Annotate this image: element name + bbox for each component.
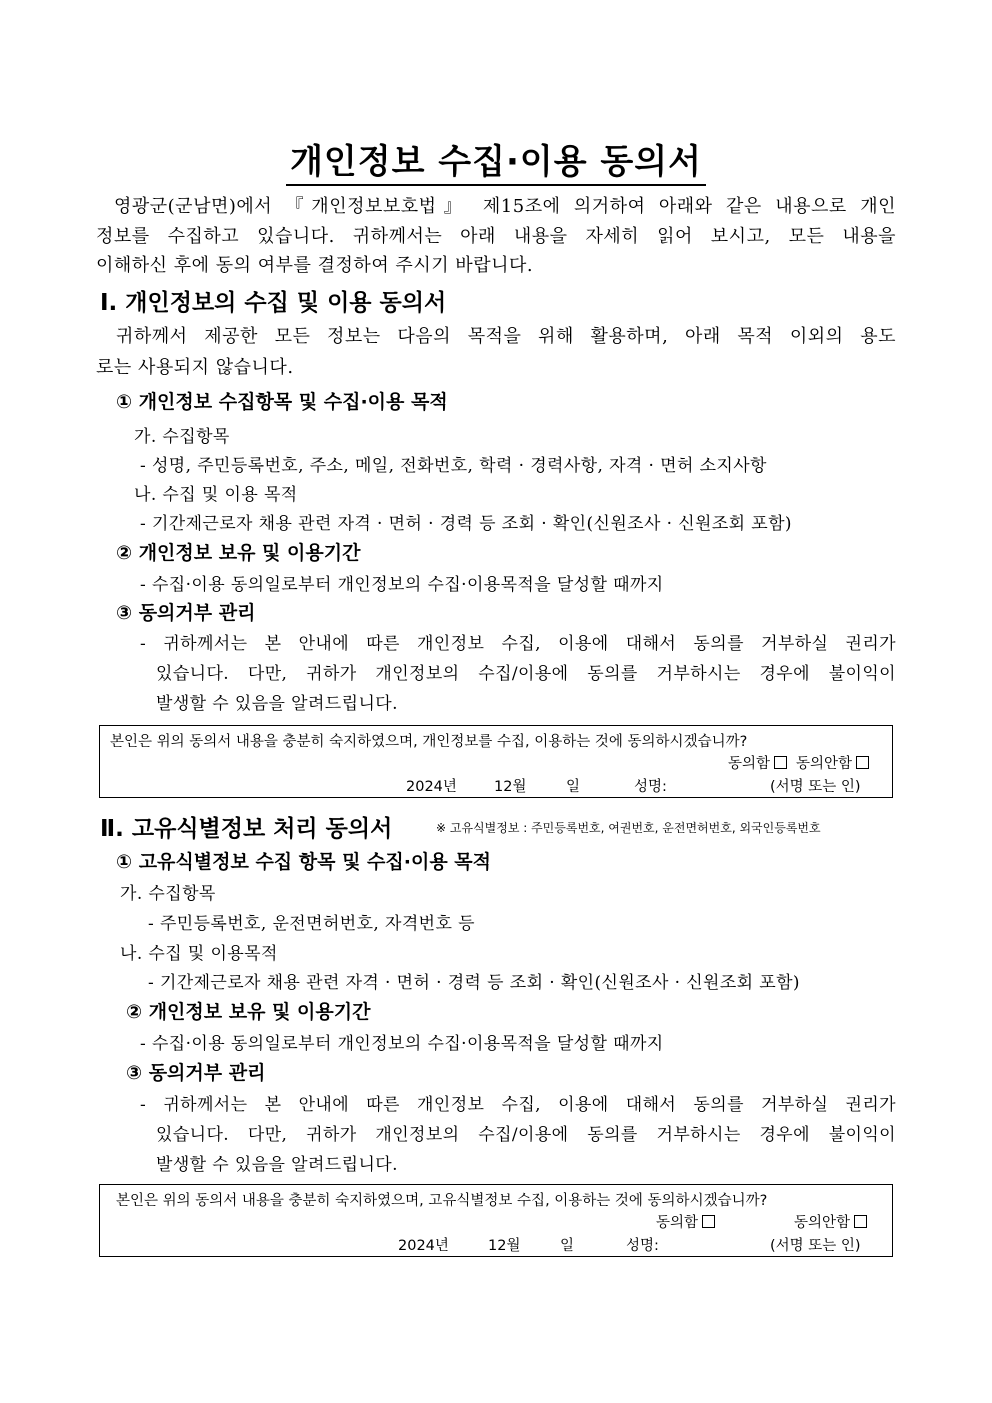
section1-item-a-label: 가. 수집항목 — [134, 427, 230, 447]
section1-sub2-heading: ② 개인정보 보유 및 이용기간 — [116, 542, 361, 564]
section1-sub3-line-2: 있습니다. 다만, 귀하가 개인정보의 수집/이용에 동의를 거부하시는 경우에 불이익이 — [156, 664, 896, 684]
consent-box-1 — [99, 725, 893, 798]
section2-sub2-value: - 수집·이용 동의일로부터 개인정보의 수집·이용목적을 달성할 때까지 — [140, 1034, 664, 1054]
section1-sub3-line-1: - 귀하께서는 본 안내에 따른 개인정보 수집, 이용에 대해서 동의를 거부하실 권리가 — [140, 634, 896, 654]
section1-sub1-heading: ① 개인정보 수집항목 및 수집·이용 목적 — [116, 391, 448, 413]
section2-item-b-value: - 기간제근로자 채용 관련 자격 · 면허 · 경력 등 조회 · 확인(신원조사 · 신원조회 포함) — [148, 973, 800, 993]
disagree-option-2[interactable]: 동의안함 — [794, 1211, 867, 1232]
agree-option-1[interactable]: 동의함 — [728, 752, 787, 773]
consent-box-2 — [99, 1184, 893, 1257]
disagree-checkbox-1[interactable] — [856, 756, 869, 769]
section2-sub1-heading: ① 고유식별정보 수집 항목 및 수집·이용 목적 — [116, 851, 492, 873]
section2-note: ※ 고유식별정보 : 주민등록번호, 여권번호, 운전면허번호, 외국인등록번호 — [436, 821, 821, 835]
sign-label-1[interactable]: 성명: — [634, 779, 667, 795]
section2-item-a-label: 가. 수집항목 — [120, 884, 216, 904]
section2-item-b-label: 나. 수집 및 이용목적 — [120, 944, 278, 964]
section1-item-b-label: 나. 수집 및 이용 목적 — [134, 485, 298, 505]
date-month-1[interactable]: 12월 — [494, 779, 527, 795]
section1-sub3-heading: ③ 동의거부 관리 — [116, 602, 256, 624]
intro-line-1: 영광군(군남면)에서 『개인정보보호법』 제15조에 의거하여 아래와 같은 내용으로 개인 — [114, 196, 896, 217]
date-day-2[interactable]: 일 — [560, 1238, 575, 1254]
consent-question-2: 본인은 위의 동의서 내용을 충분히 숙지하였으며, 고유식별정보 수집, 이용하는 것에 동의하시겠습니까? — [116, 1193, 768, 1209]
agree-checkbox-1[interactable] — [774, 756, 787, 769]
date-day-1[interactable]: 일 — [566, 779, 581, 795]
date-month-2[interactable]: 12월 — [488, 1238, 521, 1254]
section2-sub3-line-2: 있습니다. 다만, 귀하가 개인정보의 수집/이용에 동의를 거부하시는 경우에 불이익이 — [156, 1125, 896, 1145]
page-title: 개인정보 수집·이용 동의서 — [0, 134, 992, 183]
section1-sub3-line-3: 발생할 수 있음을 알려드립니다. — [156, 694, 398, 714]
sign-label-2[interactable]: 성명: — [626, 1238, 659, 1254]
section2-sub3-heading: ③ 동의거부 관리 — [126, 1062, 266, 1084]
section2-heading: Ⅱ. 고유식별정보 처리 동의서 — [100, 816, 393, 842]
intro-line-3: 이해하신 후에 동의 여부를 결정하여 주시기 바랍니다. — [96, 255, 534, 276]
date-year-2: 2024년 — [398, 1238, 449, 1254]
section1-desc-line-1: 귀하께서 제공한 모든 정보는 다음의 목적을 위해 활용하며, 아래 목적 이외의 용도 — [116, 326, 896, 347]
section2-sub2-heading: ② 개인정보 보유 및 이용기간 — [126, 1001, 371, 1023]
section2-sub3-line-1: - 귀하께서는 본 안내에 따른 개인정보 수집, 이용에 대해서 동의를 거부하실 권리가 — [140, 1095, 896, 1115]
section1-item-a-value: - 성명, 주민등록번호, 주소, 메일, 전화번호, 학력 · 경력사항, 자격 · 면허 소지사항 — [140, 456, 767, 476]
section1-heading: Ⅰ. 개인정보의 수집 및 이용 동의서 — [100, 290, 447, 316]
disagree-checkbox-2[interactable] — [854, 1215, 867, 1228]
intro-line-2: 정보를 수집하고 있습니다. 귀하께서는 아래 내용을 자세히 읽어 보시고, 모든 내용을 — [96, 226, 896, 247]
date-year-1: 2024년 — [406, 779, 457, 795]
section1-item-b-value: - 기간제근로자 채용 관련 자격 · 면허 · 경력 등 조회 · 확인(신원조사 · 신원조회 포함) — [140, 514, 792, 534]
disagree-option-1[interactable]: 동의안함 — [796, 752, 869, 773]
consent-question-1: 본인은 위의 동의서 내용을 충분히 숙지하였으며, 개인정보를 수집, 이용하는 것에 동의하시겠습니까? — [110, 734, 748, 750]
section1-desc-line-2: 로는 사용되지 않습니다. — [96, 357, 294, 378]
section2-item-a-value: - 주민등록번호, 운전면허번호, 자격번호 등 — [148, 914, 475, 934]
section2-sub3-line-3: 발생할 수 있음을 알려드립니다. — [156, 1155, 398, 1175]
sign-note-2: (서명 또는 인) — [770, 1238, 861, 1254]
agree-option-2[interactable]: 동의함 — [656, 1211, 715, 1232]
section1-sub2-value: - 수집·이용 동의일로부터 개인정보의 수집·이용목적을 달성할 때까지 — [140, 575, 664, 595]
agree-checkbox-2[interactable] — [702, 1215, 715, 1228]
sign-note-1: (서명 또는 인) — [770, 779, 861, 795]
